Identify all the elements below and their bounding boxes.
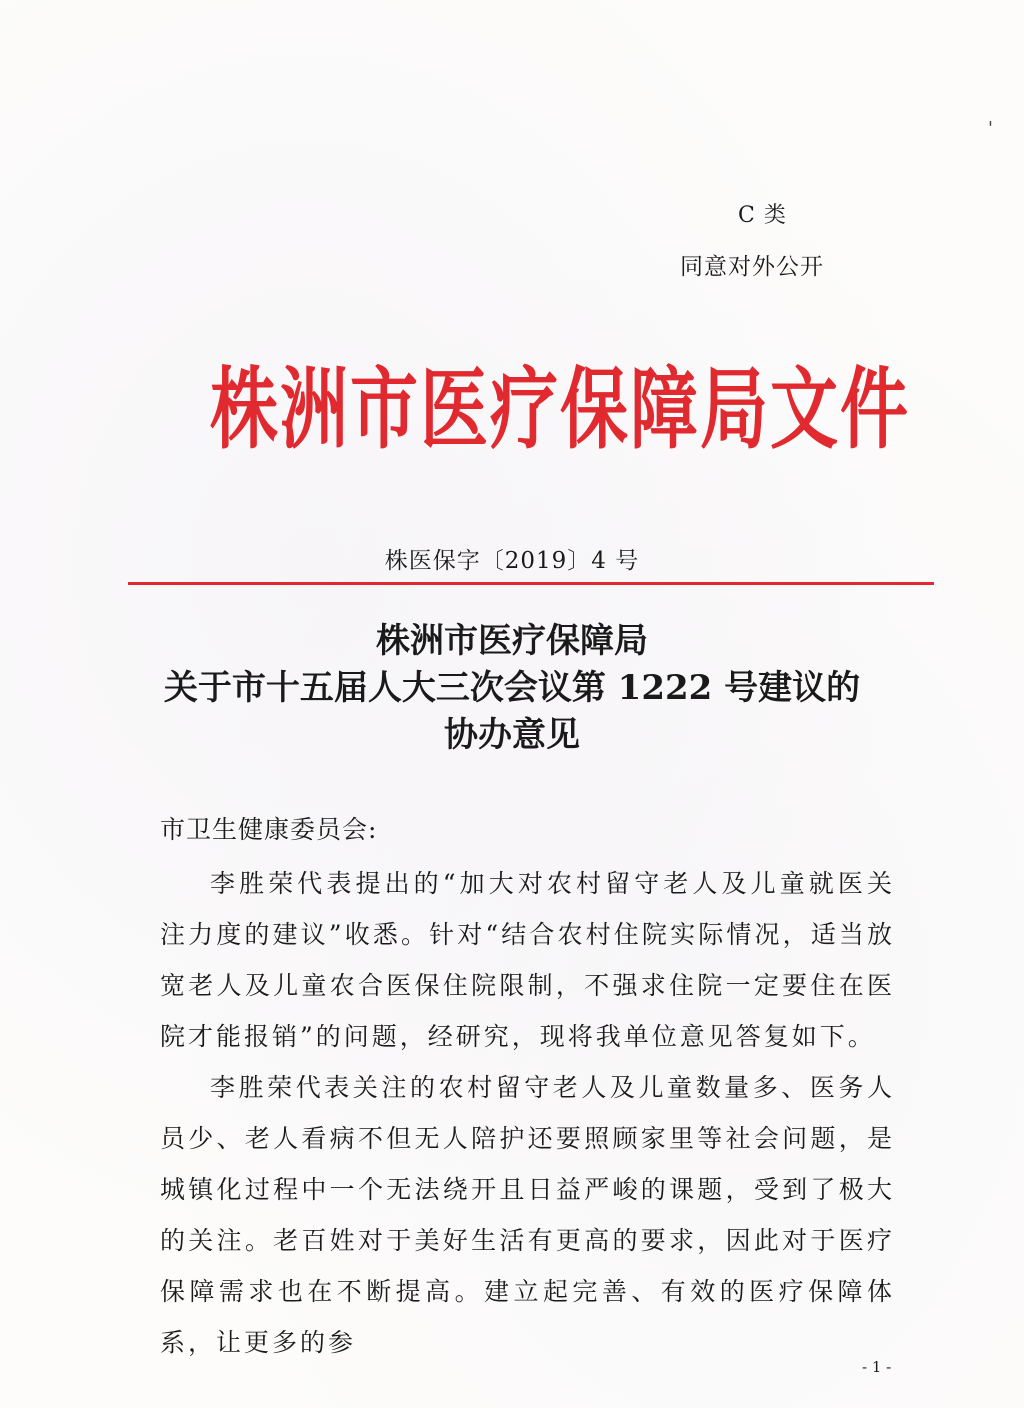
document-title bbox=[0, 618, 1024, 759]
red-divider-line bbox=[128, 582, 934, 585]
salutation: 市卫生健康委员会: bbox=[160, 815, 378, 844]
title-line-3: 协办意见 bbox=[444, 715, 580, 755]
body-paragraph-2: 李胜荣代表关注的农村留守老人及儿童数量多、医务人员少、老人看病不但无人陪护还要照顾家里等社会问题，是城镇化过程中一个无法绕开且日益严峻的课题，受到了极大的关注。老百姓对于美好生活有更高的要求，因此对于医疗保障需求也在不断提高。建立起完善、有效的医疗保障体系，让更多的参 bbox=[160, 1073, 895, 1357]
scan-speck: ' bbox=[988, 118, 993, 139]
document-number: 株医保字〔2019〕4 号 bbox=[384, 548, 640, 574]
body-text bbox=[160, 858, 895, 1368]
title-line-2: 关于市十五届人大三次会议第 1222 号建议的 bbox=[163, 668, 861, 708]
disclosure-label: 同意对外公开 bbox=[680, 254, 824, 280]
body-paragraph-1: 李胜荣代表提出的“加大对农村留守老人及儿童就医关注力度的建议”收悉。针对“结合农村住院实际情况，适当放宽老人及儿童农合医保住院限制，不强求住院一定要住在医院才能报销”的问题，经研究，现将我单位意见答复如下。 bbox=[160, 869, 895, 1051]
title-line-1: 株洲市医疗保障局 bbox=[376, 621, 648, 661]
issuer-header-title: 株洲市医疗保障局文件 bbox=[210, 358, 911, 463]
page-number: - 1 - bbox=[862, 1358, 892, 1376]
classification-label: C 类 bbox=[738, 203, 787, 228]
